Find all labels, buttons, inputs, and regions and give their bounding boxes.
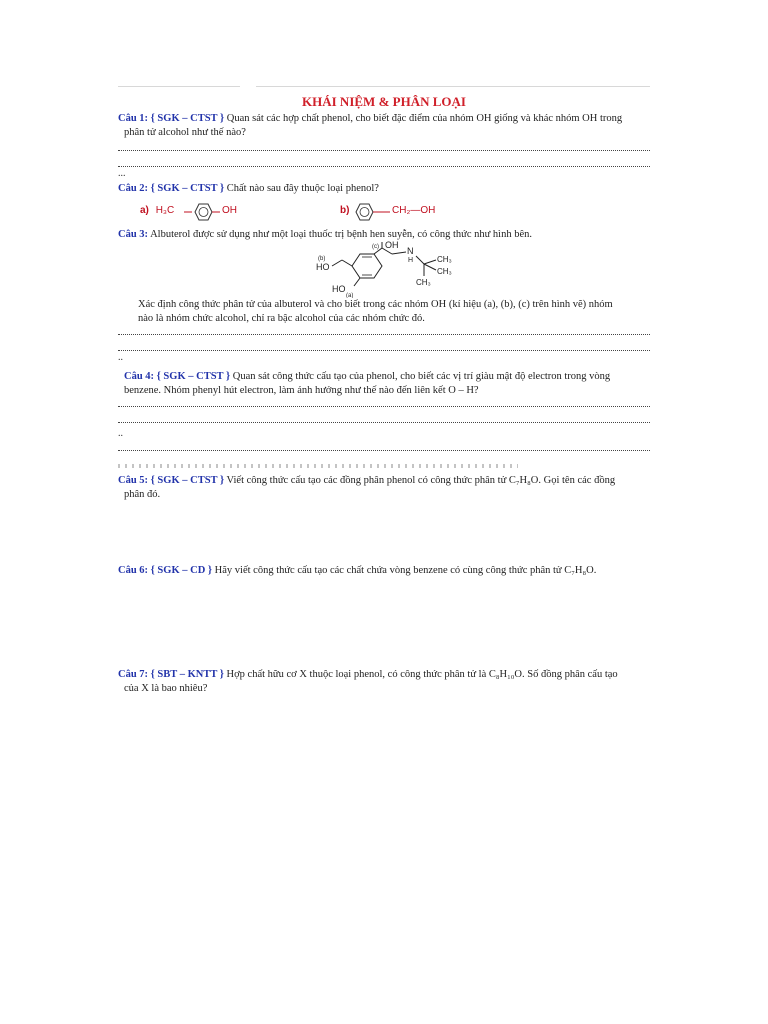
- label-ho-b: HO: [316, 262, 330, 272]
- question-6-number: Câu 6: { SGK – CD }: [118, 565, 213, 576]
- header-rule-left: [118, 86, 240, 87]
- label-ho-a: HO: [332, 284, 346, 294]
- question-1-text-line2: phân tử alcohol như thế nào?: [124, 127, 246, 138]
- question-4-text-line1: Quan sát công thức cấu tạo của phenol, cho biết các vị trí giàu mật độ electron trong vòng: [230, 371, 611, 382]
- question-1-text-line1: Quan sát các hợp chất phenol, cho biết đặc điểm của nhóm OH giống và khác nhóm OH trong: [224, 113, 623, 124]
- question-2: [118, 182, 652, 196]
- answer-line: [118, 350, 650, 351]
- label-ch3-top: CH₃: [437, 255, 452, 264]
- answer-line: [118, 150, 650, 151]
- faded-text-strip: [118, 464, 518, 468]
- option-a-left-group: H₃C: [155, 205, 175, 216]
- question-6-text: Hãy viết công thức cấu tạo các chất chứa vòng benzene có cùng công thức phân tử C₇H₈O.: [212, 565, 597, 576]
- question-5: [118, 474, 652, 502]
- header-rule-right: [256, 86, 650, 87]
- option-a-benzene-ring: [184, 198, 220, 226]
- answer-line: [118, 334, 650, 335]
- answer-line: [118, 422, 650, 423]
- label-ch3-bottom: CH₃: [416, 278, 431, 287]
- label-h: H: [408, 257, 414, 264]
- question-7-text-line1: Hợp chất hữu cơ X thuộc loại phenol, có công thức phân tử là C₈H₁₀O. Số đồng phân cấu tạo: [223, 669, 618, 680]
- label-b: (b): [318, 256, 326, 262]
- label-oh-c: OH: [385, 240, 399, 250]
- albuterol-structure: [312, 240, 462, 298]
- question-3-task-line1: Xác định công thức phân tử của albuterol và cho biết trong các nhóm OH (kí hiệu (a), (b), (c) trên hình vẽ) nhóm: [138, 299, 613, 310]
- option-b-benzene-ring: [352, 198, 392, 226]
- question-5-text-line1: Viết công thức cấu tạo các đồng phân phenol có công thức phân tử C₇H₈O. Gọi tên các đồng: [224, 475, 616, 486]
- question-6: [118, 564, 652, 578]
- question-5-number: Câu 5: { SGK – CTST }: [118, 475, 225, 486]
- label-ch3-mid: CH₃: [437, 267, 452, 276]
- answer-line-tail: ..: [118, 428, 123, 439]
- question-1: [118, 112, 652, 140]
- question-3-task-line2: nào là nhóm chức alcohol, chỉ ra bậc alcohol của các nhóm chức đó.: [138, 313, 425, 324]
- question-7: [118, 668, 652, 696]
- option-b-label: b): [340, 205, 350, 216]
- page-title: KHÁI NIỆM & PHÂN LOẠI: [302, 94, 466, 109]
- question-4-number: Câu 4: { SGK – CTST }: [124, 371, 231, 382]
- question-3-number: Câu 3:: [118, 229, 149, 240]
- answer-line: [118, 166, 650, 167]
- question-3-task: [138, 298, 652, 326]
- option-b-right-group: CH₂—OH: [392, 205, 436, 216]
- question-2-text: Chất nào sau đây thuộc loại phenol?: [224, 183, 379, 194]
- label-n: N: [407, 246, 414, 256]
- option-a-right-group: OH: [222, 205, 237, 216]
- question-4-text-line2: benzene. Nhóm phenyl hút electron, làm ảnh hưởng như thế nào đến liên kết O – H?: [124, 385, 479, 396]
- question-7-text-line2: của X là bao nhiêu?: [124, 683, 208, 694]
- question-3-text: Albuterol được sử dụng như một loại thuốc trị bệnh hen suyễn, có công thức như hình bên.: [148, 229, 532, 240]
- answer-line: [118, 450, 650, 451]
- question-4: [124, 370, 652, 398]
- label-c: (c): [372, 244, 379, 250]
- question-5-text-line2: phân đó.: [124, 489, 161, 500]
- answer-line: [118, 406, 650, 407]
- question-7-number: Câu 7: { SBT – KNTT }: [118, 669, 224, 680]
- option-a: [140, 205, 174, 216]
- question-1-number: Câu 1: { SGK – CTST }: [118, 113, 225, 124]
- option-a-label: a): [140, 205, 149, 216]
- label-a: (a): [346, 293, 354, 298]
- option-b: [340, 205, 349, 216]
- question-2-number: Câu 2: { SGK – CTST }: [118, 183, 225, 194]
- answer-line-tail: ..: [118, 352, 123, 363]
- answer-line-tail: ...: [118, 168, 126, 179]
